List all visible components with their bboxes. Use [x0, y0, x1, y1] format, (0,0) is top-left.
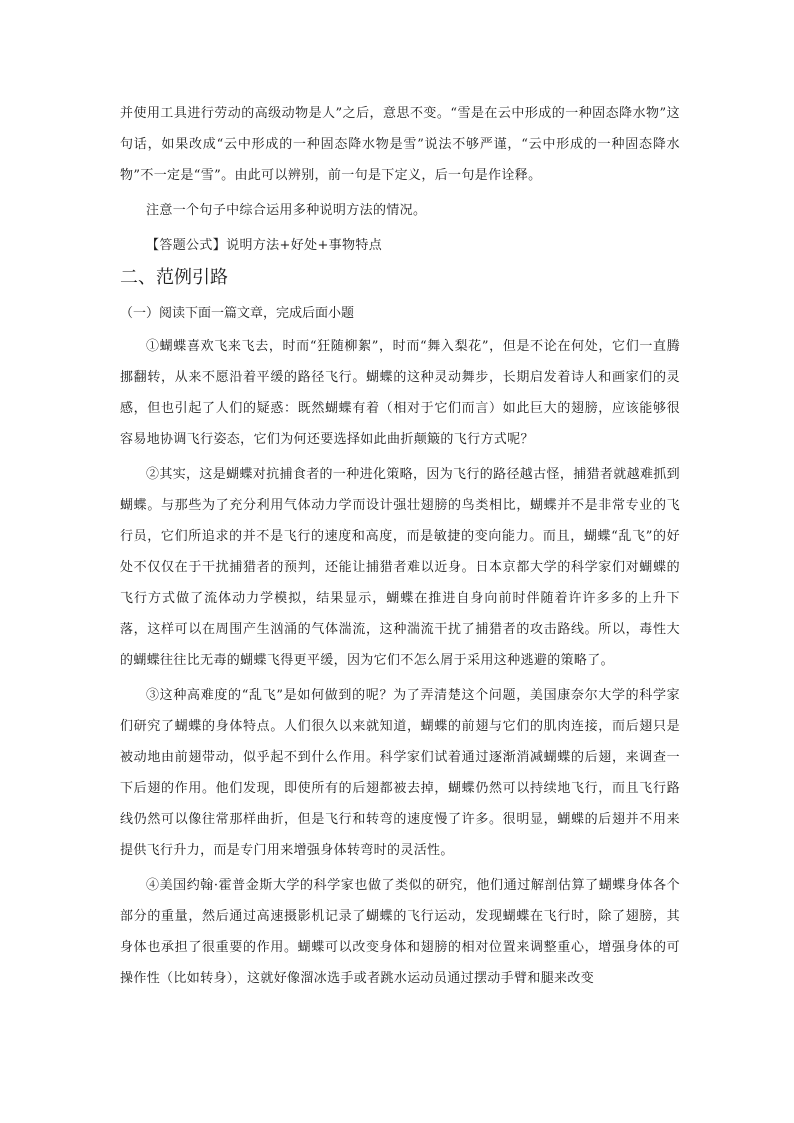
note-paragraph: 注意一个句子中综合运用多种说明方法的情况。	[146, 203, 427, 218]
article-paragraph-4: ④美国约翰·霍普金斯大学的科学家也做了类似的研究，他们通过解剖估算了蝴蝶身体各个部分的重量，然后通过高速摄影机记录了蝴蝶的飞行运动，发现蝴蝶在飞行时，除了翅膀，其身体也承担了很重要的作用。蝴蝶可以改变身体和翅膀的相对位置来调整重心，增强身体的可操作性（比如转身），这就好像溜冰选手或者跳水运动员通过摆动手臂和腿来改变	[120, 878, 680, 986]
article-paragraph-2: ②其实，这是蝴蝶对抗捕食者的一种进化策略，因为飞行的路径越古怪，捕猎者就越难抓到蝴蝶。与那些为了充分利用气体动力学而设计强壮翅膀的鸟类相比，蝴蝶并不是非常专业的飞行员，它们所追求的并不是飞行的速度和高度，而是敏捷的变向能力。而且，蝴蝶“乱飞”的好处不仅仅在于干扰捕猎者的预判，还能让捕猎者难以近身。日本京都大学的科学家们对蝴蝶的飞行方式做了流体动力学模拟，结果显示，蝴蝶在推进自身向前时伴随着许许多多的上升下落，这样可以在周围产生汹涌的气体湍流，这种湍流干扰了捕猎者的攻击路线。所以，毒性大的蝴蝶往往比无毒的蝴蝶飞得更平缓，因为它们不怎么屑于采用这种逃避的策略了。	[120, 467, 681, 668]
section-subheading: （一）阅读下面一篇文章，完成后面小题	[120, 306, 355, 321]
section-heading: 二、范例引路	[120, 267, 228, 288]
intro-paragraph: 并使用工具进行劳动的高级动物是人”之后，意思不变。“雪是在云中形成的一种固态降水物”这句话，如果改成“云中形成的一种固态降水物是雪”说法不够严谨，“云中形成的一种固态降水物”不一定是“雪”。由此可以辨别，前一句是下定义，后一句是作诠释。	[120, 106, 680, 183]
page-content	[120, 98, 680, 994]
article-paragraph-3: ③这种高难度的“乱飞”是如何做到的呢？为了弄清楚这个问题，美国康奈尔大学的科学家们研究了蝴蝶的身体特点。人们很久以来就知道，蝴蝶的前翅与它们的肌肉连接，而后翅只是被动地由前翅带动，似乎起不到什么作用。科学家们试着通过逐渐消减蝴蝶的后翅，来调查一下后翅的作用。他们发现，即使所有的后翅都被去掉，蝴蝶仍然可以持续地飞行，而且飞行路线仍然可以像往常那样曲折，但是飞行和转弯的速度慢了许多。很明显，蝴蝶的后翅并不用来提供飞行升力，而是专门用来增强身体转弯时的灵活性。	[120, 688, 680, 858]
answer-formula: 【答题公式】说明方法+好处+事物特点	[146, 238, 383, 253]
article-paragraph-1: ①蝴蝶喜欢飞来飞去，时而“狂随柳絮”，时而“舞入梨花”，但是不论在何处，它们一直腾挪翻转，从来不愿沿着平缓的路径飞行。蝴蝶的这种灵动舞步，长期启发着诗人和画家们的灵感，但也引起了人们的疑惑：既然蝴蝶有着（相对于它们而言）如此巨大的翅膀，应该能够很容易地协调飞行姿态，它们为何还要选择如此曲折颠簸的飞行方式呢？	[120, 339, 680, 447]
